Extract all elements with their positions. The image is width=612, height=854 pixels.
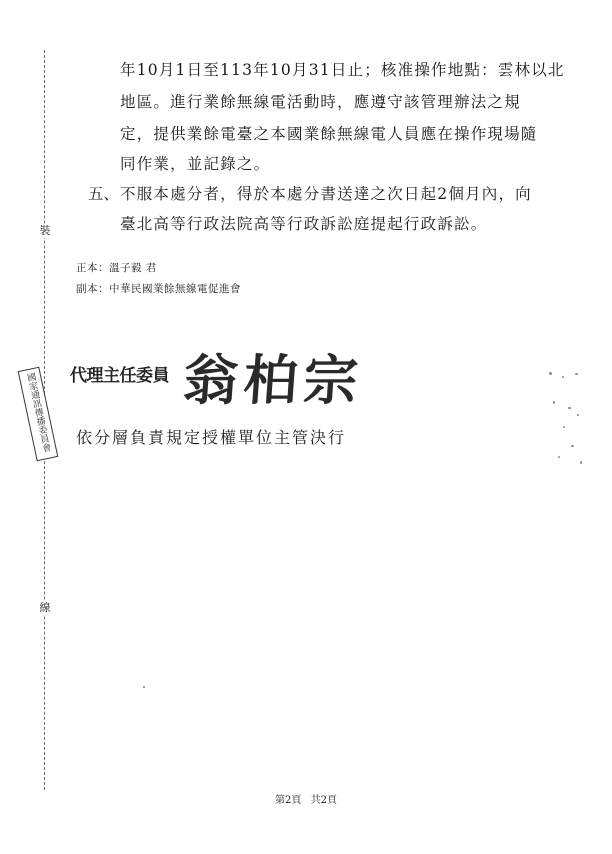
agency-seal-stamp xyxy=(18,367,59,462)
scan-speck xyxy=(577,414,579,416)
item-number-five: 五、 xyxy=(88,185,120,203)
page-total: 共2頁 xyxy=(310,795,337,806)
scan-speck xyxy=(553,401,555,404)
scan-speck xyxy=(143,686,145,688)
body-line-4: 同作業，並記錄之。 xyxy=(120,155,271,173)
body-line-2: 地區。進行業餘無線電活動時，應遵守該管理辦法之規 xyxy=(120,93,521,111)
item-five-line-2: 臺北高等行政法院高等行政訴訟庭提起行政訴訟。 xyxy=(120,215,488,233)
signer-name: 翁柏宗 xyxy=(181,348,366,412)
original-recipient: 正本：溫子毅 君 xyxy=(76,262,157,274)
scan-speck xyxy=(568,407,571,409)
scan-speck xyxy=(563,426,565,428)
scan-speck xyxy=(562,376,564,378)
copy-recipient: 副本：中華民國業餘無線電促進會 xyxy=(76,283,241,295)
page-current: 第2頁 xyxy=(275,795,302,806)
scan-speck xyxy=(549,372,552,375)
scan-speck xyxy=(575,373,578,375)
scan-speck xyxy=(558,456,560,458)
scan-speck xyxy=(571,445,574,447)
binding-mark-top: 裝 xyxy=(39,224,51,237)
page-number xyxy=(0,791,612,806)
scan-speck xyxy=(580,461,582,464)
body-line-3: 定，提供業餘電臺之本國業餘無線電人員應在操作現場隨 xyxy=(120,125,538,143)
body-line-1: 年10月1日至113年10月31日止；核准操作地點：雲林以北 xyxy=(120,61,565,79)
binding-mark-bottom: 線 xyxy=(39,601,51,614)
delegation-note: 依分層負責規定授權單位主管決行 xyxy=(76,428,347,447)
signer-title: 代理主任委員 xyxy=(70,366,169,386)
stamp-text: 國家通訊傳播委員會 xyxy=(24,371,51,454)
item-five-line-1: 不服本處分者，得於本處分書送達之次日起2個月內，向 xyxy=(120,185,532,203)
